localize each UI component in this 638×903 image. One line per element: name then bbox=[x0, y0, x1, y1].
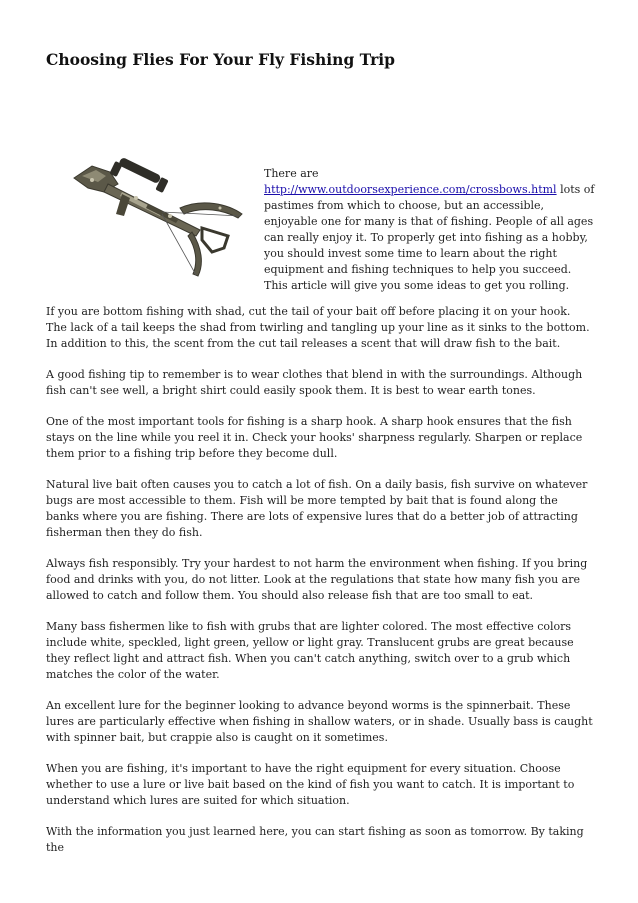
paragraph: Many bass fishermen like to fish with grubs that are lighter colored. The most effective colors include white, speckled, light green, yellow or light gray. Translucent grubs are great because they reflect light and attract fish. When you can't catch anything, switch over to a grub which matches the color of the water. bbox=[46, 620, 574, 681]
paragraph: An excellent lure for the beginner looking to advance beyond worms is the spinnerbait. These lures are particularly effective when fishing in shallow waters, or in shade. Usually bass is caught with spinner bait, but crappie also is caught on it sometimes. bbox=[46, 699, 593, 744]
paragraph: When you are fishing, it's important to have the right equipment for every situation. Choose whether to use a lure or live bait based on the kind of fish you want to catch. It is important to understand which lures are suited for which situation. bbox=[46, 762, 575, 807]
crossbow-image bbox=[52, 136, 256, 282]
paragraph: Natural live bait often causes you to catch a lot of fish. On a daily basis, fish survive on whatever bugs are most accessible to them. Fish will be more tempted by bait that is found along the banks where you are fishing. There are lots of expensive lures that do a better job of attracting fisherman then they do fish. bbox=[46, 478, 588, 539]
paragraph: With the information you just learned here, you can start fishing as soon as tomorrow. By taking the bbox=[46, 825, 584, 854]
intro-prefix: There are bbox=[264, 167, 319, 180]
paragraph: Always fish responsibly. Try your hardest to not harm the environment when fishing. If you bring food and drinks with you, do not litter. Look at the regulations that state how many fish you are allowed to catch and follow them. You should also release fish that are too small to eat. bbox=[46, 557, 588, 602]
paragraph: A good fishing tip to remember is to wear clothes that blend in with the surroundings. Although fish can't see well, a bright shirt could easily spook them. It is best to wear earth tones. bbox=[46, 368, 583, 397]
paragraph: One of the most important tools for fishing is a sharp hook. A sharp hook ensures that the fish stays on the line while you reel it in. Check your hooks' sharpness regularly. Sharpen or replace them prior to a fishing trip before they become dull. bbox=[46, 415, 583, 460]
paragraph: If you are bottom fishing with shad, cut the tail of your bait off before placing it on your hook. The lack of a tail keeps the shad from twirling and tangling up your line as it sinks to the bottom. In addition to this, the scent from the cut tail releases a scent that will draw fish to the bait. bbox=[46, 305, 590, 350]
crossbow-icon bbox=[52, 136, 256, 282]
intro-paragraph bbox=[264, 166, 596, 294]
crossbows-link[interactable]: http://www.outdoorsexperience.com/crossbows.html bbox=[264, 183, 557, 196]
intro-suffix: lots of pastimes from which to choose, but an accessible, enjoyable one for many is that of fishing. People of all ages can really enjoy it. To properly get into fishing as a hobby, you should invest some time to learn about the right equipment and fishing techniques to help you succeed. This article will give you some ideas to get you rolling. bbox=[264, 183, 595, 292]
article-body bbox=[46, 304, 594, 871]
page-title: Choosing Flies For Your Fly Fishing Trip bbox=[46, 50, 395, 69]
